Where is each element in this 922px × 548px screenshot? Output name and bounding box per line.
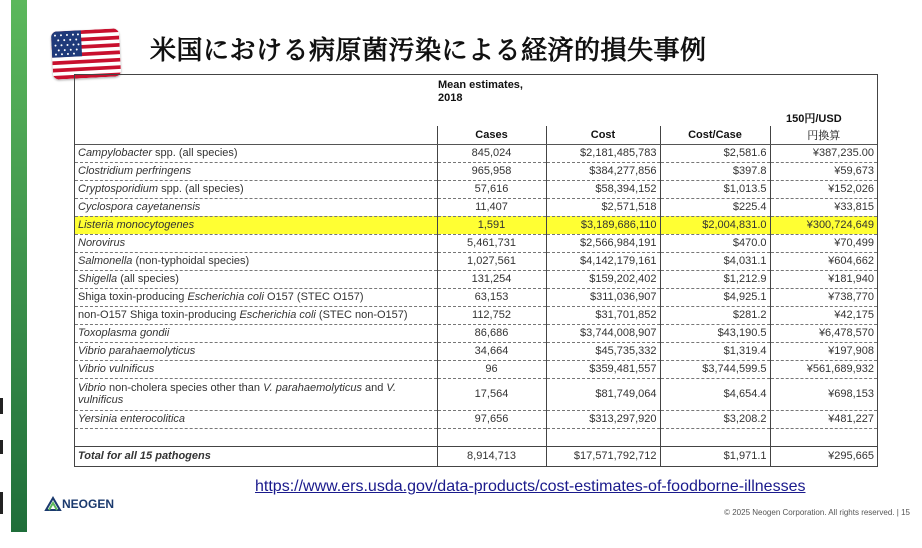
cell-cost-per-case: $4,654.4 [660,378,770,410]
table-row [75,342,877,360]
pathogen-text: spp. (all species) [158,183,244,195]
table-row [75,180,877,198]
cell-cost: $81,749,064 [546,378,660,410]
cell-cost-per-case: $470.0 [660,234,770,252]
edge-mark [0,398,3,414]
logo-text: NEOGEN [62,497,115,511]
cell-cost: $58,394,152 [546,180,660,198]
cell-yen: ¥70,499 [770,234,877,252]
total-cost-per-case: $1,971.1 [660,446,770,466]
table-row [75,144,877,162]
cell-yen: ¥387,235.00 [770,144,877,162]
pathogen-italic: Campylobacter [78,147,152,159]
pathogen-text: O157 (STEC O157) [263,291,364,303]
cell-cases: 965,958 [437,162,546,180]
cell-cost-per-case: $281.2 [660,306,770,324]
us-flag-icon [51,28,121,79]
source-link[interactable]: https://www.ers.usda.gov/data-products/cost-estimates-of-foodborne-illnesses [255,478,806,495]
cell-cost: $384,277,856 [546,162,660,180]
pathogen-italic: V. vulnificus [78,382,396,406]
col-pathogen [75,126,437,144]
cell-yen: ¥604,662 [770,252,877,270]
pathogen-text: spp. (all species) [151,147,238,159]
pathogen-italic: Salmonella [78,255,133,267]
edge-mark [0,440,3,454]
col-cases: Cases [437,126,546,144]
pathogen-name [75,234,437,252]
cell-yen: ¥33,815 [770,198,877,216]
pathogen-name [75,198,437,216]
pathogen-name [75,360,437,378]
table-row [75,234,877,252]
total-row [75,446,877,466]
cell-cost-per-case: $3,744,599.5 [660,360,770,378]
cell-cost: $3,744,008,907 [546,324,660,342]
cell-cost: $311,036,907 [546,288,660,306]
pathogen-text: and [361,382,387,394]
page-number: 15 [901,508,910,517]
cell-cost-per-case: $4,925.1 [660,288,770,306]
table-row [75,324,877,342]
cell-cases: 17,564 [437,378,546,410]
pathogen-text: (all species) [117,273,179,285]
table-row [75,270,877,288]
cell-cases: 97,656 [437,410,546,428]
cell-yen: ¥561,689,932 [770,360,877,378]
pathogen-italic: Cyclospora cayetanensis [78,201,201,213]
table-row [75,288,877,306]
table-row [75,198,877,216]
total-label: Total for all 15 pathogens [78,450,211,463]
pathogen-italic: Escherichia coli [187,291,264,303]
cell-cost-per-case: $1,212.9 [660,270,770,288]
pathogen-italic: Norovirus [78,237,126,249]
cell-cost-per-case: $43,190.5 [660,324,770,342]
copyright-text: © 2025 Neogen Corporation. All rights reserved. [724,508,895,517]
exchange-rate: 150円/USD [786,113,842,125]
edge-mark [0,492,3,514]
cell-cost: $31,701,852 [546,306,660,324]
cell-cases: 11,407 [437,198,546,216]
pathogen-name [75,342,437,360]
pathogen-text: Shiga toxin-producing [78,291,188,303]
cell-cases: 86,686 [437,324,546,342]
slide-title: 米国における病原菌汚染による経済的損失事例 [150,36,707,66]
pathogen-italic: Cryptosporidium [78,183,159,195]
cell-cost-per-case: $4,031.1 [660,252,770,270]
total-cases: 8,914,713 [437,446,546,466]
cell-yen: ¥6,478,570 [770,324,877,342]
pathogen-italic: Vibrio vulnificus [78,363,155,375]
cost-table [75,126,877,466]
cell-cases: 112,752 [437,306,546,324]
table-row [75,410,877,428]
cell-yen: ¥738,770 [770,288,877,306]
cell-cases: 34,664 [437,342,546,360]
cell-cost: $2,571,518 [546,198,660,216]
cell-cost: $3,189,686,110 [546,216,660,234]
table-row [75,252,877,270]
cell-yen: ¥42,175 [770,306,877,324]
cell-cost-per-case: $1,319.4 [660,342,770,360]
pathogen-text: (STEC non-O157) [315,309,408,321]
pathogen-name [75,252,437,270]
cell-cases: 131,254 [437,270,546,288]
cell-cases: 5,461,731 [437,234,546,252]
cell-cases: 96 [437,360,546,378]
cell-yen: ¥59,673 [770,162,877,180]
cell-cost-per-case: $225.4 [660,198,770,216]
pathogen-text: (non-typhoidal species) [132,255,250,267]
pathogen-italic: V. parahaemolyticus [263,382,362,394]
pathogen-name [75,162,437,180]
pathogen-italic: Yersinia enterocolitica [78,413,186,425]
table-row [75,378,877,410]
estimate-note-line1: Mean estimates, [438,79,523,91]
estimate-note-line2: 2018 [438,92,463,104]
pathogen-name [75,144,437,162]
cell-cost: $313,297,920 [546,410,660,428]
cell-cost-per-case: $3,208.2 [660,410,770,428]
total-yen: ¥295,665 [770,446,877,466]
pathogen-name [75,180,437,198]
pathogen-name [75,306,437,324]
pathogen-italic: Escherichia coli [239,309,316,321]
cell-yen: ¥197,908 [770,342,877,360]
col-cost: Cost [546,126,660,144]
col-cost-per-case: Cost/Case [660,126,770,144]
cell-cost: $2,181,485,783 [546,144,660,162]
cell-cost-per-case: $2,581.6 [660,144,770,162]
estimate-note [438,79,523,105]
table-row [75,360,877,378]
cell-yen: ¥481,227 [770,410,877,428]
table-row [75,162,877,180]
pathogen-name [75,216,437,234]
cell-yen: ¥181,940 [770,270,877,288]
cell-cost: $2,566,984,191 [546,234,660,252]
pathogen-name [75,270,437,288]
col-yen: 円換算 [770,126,877,144]
neogen-logo-icon [44,496,62,512]
footer-separator: | [896,508,902,517]
cell-cases: 1,027,561 [437,252,546,270]
cell-cases: 57,616 [437,180,546,198]
left-accent-bar [11,0,27,532]
pathogen-italic: Vibrio [78,382,106,394]
pathogen-name [75,288,437,306]
pathogen-italic: Vibrio parahaemolyticus [78,345,196,357]
cell-yen: ¥152,026 [770,180,877,198]
pathogen-italic: Shigella [78,273,118,285]
cell-cost-per-case: $397.8 [660,162,770,180]
cell-cost: $359,481,557 [546,360,660,378]
pathogen-text: non-O157 Shiga toxin-producing [78,309,240,321]
table-row [75,216,877,234]
pathogen-name [75,410,437,428]
cell-cases: 845,024 [437,144,546,162]
table-spacer-row [75,428,877,446]
pathogen-text: non-cholera species other than [105,382,264,394]
cell-cost-per-case: $1,013.5 [660,180,770,198]
cell-cost: $159,202,402 [546,270,660,288]
pathogen-italic: Clostridium perfringens [78,165,192,177]
cell-yen: ¥300,724,649 [770,216,877,234]
pathogen-name [75,324,437,342]
footer-copyright [724,508,910,517]
table-row [75,306,877,324]
cell-cases: 63,153 [437,288,546,306]
pathogen-italic: Listeria monocytogenes [78,219,195,231]
cell-cost-per-case: $2,004,831.0 [660,216,770,234]
total-cost: $17,571,792,712 [546,446,660,466]
cell-cases: 1,591 [437,216,546,234]
cell-cost: $4,142,179,161 [546,252,660,270]
cell-cost: $45,735,332 [546,342,660,360]
cell-yen: ¥698,153 [770,378,877,410]
pathogen-italic: Toxoplasma gondii [78,327,170,339]
neogen-logo [44,496,114,512]
pathogen-name [75,378,437,410]
